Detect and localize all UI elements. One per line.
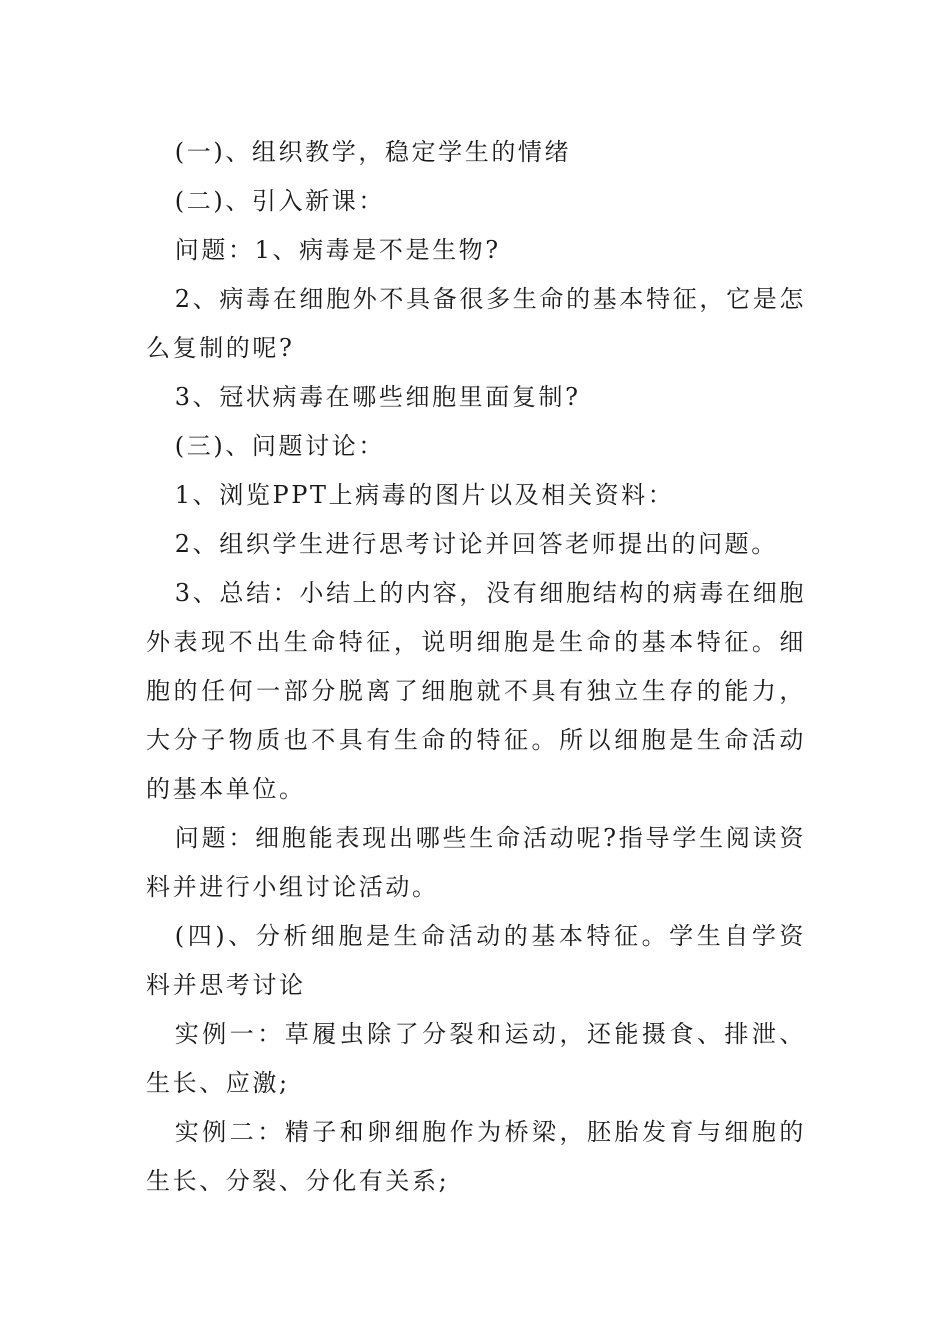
paragraph-browse-ppt: 1、浏览PPT上病毒的图片以及相关资料： <box>174 481 675 509</box>
paragraph-summary: 3、总结：小结上的内容，没有细胞结构的病毒在细胞外表现不出生命特征，说明细胞是生命的基本特征。细胞的任何一部分脱离了细胞就不具有独立生存的能力，大分子物质也不具有生命的特征。所以细胞是生命活动的基本单位。 <box>146 579 806 803</box>
paragraph-activity-question: 问题：细胞能表现出哪些生命活动呢?指导学生阅读资料并进行小组讨论活动。 <box>146 824 806 901</box>
paragraph-organize-discussion: 2、组织学生进行思考讨论并回答老师提出的问题。 <box>174 530 778 558</box>
paragraph-question-2: 2、病毒在细胞外不具备很多生命的基本特征，它是怎么复制的呢? <box>146 285 806 362</box>
document-body <box>146 128 806 1206</box>
paragraph-organize-teaching: (一)、组织教学，稳定学生的情绪 <box>174 138 572 166</box>
paragraph-question-1: 问题：1、病毒是不是生物? <box>174 236 501 264</box>
paragraph-discussion-heading: (三)、问题讨论： <box>174 432 385 460</box>
paragraph-analysis-heading: (四)、分析细胞是生命活动的基本特征。学生自学资料并思考讨论 <box>146 922 806 999</box>
paragraph-introduce-lesson: (二)、引入新课： <box>174 187 385 215</box>
paragraph-question-3: 3、冠状病毒在哪些细胞里面复制? <box>174 383 581 411</box>
paragraph-example-1: 实例一：草履虫除了分裂和运动，还能摄食、排泄、生长、应激; <box>146 1020 806 1097</box>
paragraph-example-2: 实例二：精子和卵细胞作为桥梁，胚胎发育与细胞的生长、分裂、分化有关系; <box>146 1118 806 1195</box>
